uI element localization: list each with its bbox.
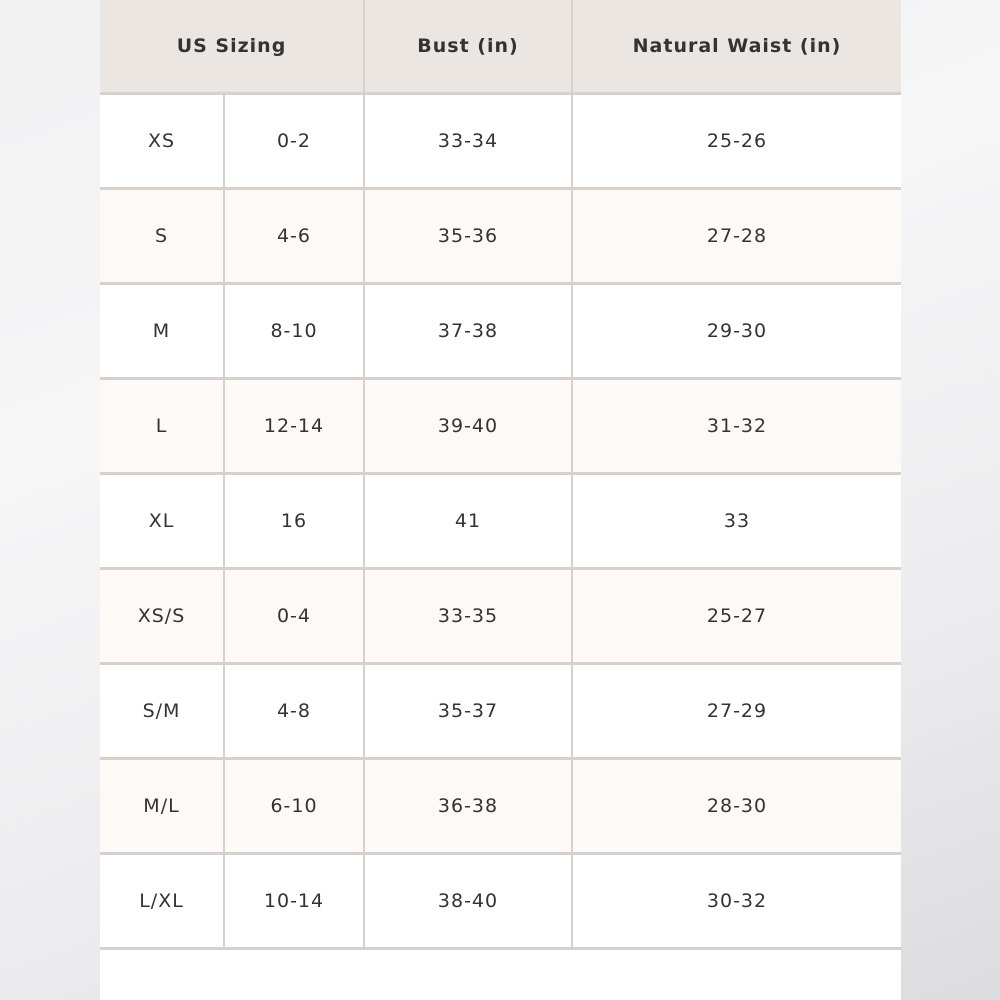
bust-cell: 35-36 (364, 189, 572, 284)
natural-waist-header: Natural Waist (in) (572, 0, 901, 94)
table-row (100, 284, 901, 379)
number-size-cell: 4-8 (224, 664, 364, 759)
us-sizing-header: US Sizing (100, 0, 364, 94)
number-size-cell: 12-14 (224, 379, 364, 474)
waist-cell: 29-30 (572, 284, 901, 379)
letter-size-cell: L (100, 379, 224, 474)
bust-header: Bust (in) (364, 0, 572, 94)
bust-cell: 38-40 (364, 854, 572, 949)
waist-cell: 28-30 (572, 759, 901, 854)
table-row (100, 379, 901, 474)
size-chart-table (100, 0, 901, 950)
letter-size-cell: XS (100, 94, 224, 189)
table-row (100, 94, 901, 189)
letter-size-cell: XS/S (100, 569, 224, 664)
bust-cell: 37-38 (364, 284, 572, 379)
letter-size-cell: M/L (100, 759, 224, 854)
bust-cell: 39-40 (364, 379, 572, 474)
number-size-cell: 8-10 (224, 284, 364, 379)
letter-size-cell: XL (100, 474, 224, 569)
waist-cell: 25-26 (572, 94, 901, 189)
letter-size-cell: M (100, 284, 224, 379)
bust-cell: 33-35 (364, 569, 572, 664)
waist-cell: 25-27 (572, 569, 901, 664)
number-size-cell: 0-4 (224, 569, 364, 664)
bust-cell: 41 (364, 474, 572, 569)
size-chart-sheet (100, 0, 901, 1000)
table-header (100, 0, 901, 94)
waist-cell: 30-32 (572, 854, 901, 949)
number-size-cell: 10-14 (224, 854, 364, 949)
table-row (100, 759, 901, 854)
bust-cell: 35-37 (364, 664, 572, 759)
number-size-cell: 4-6 (224, 189, 364, 284)
table-row (100, 664, 901, 759)
bust-cell: 36-38 (364, 759, 572, 854)
table-row (100, 854, 901, 949)
letter-size-cell: L/XL (100, 854, 224, 949)
bust-cell: 33-34 (364, 94, 572, 189)
table-row (100, 569, 901, 664)
table-body (100, 94, 901, 949)
number-size-cell: 0-2 (224, 94, 364, 189)
table-row (100, 189, 901, 284)
number-size-cell: 6-10 (224, 759, 364, 854)
waist-cell: 27-29 (572, 664, 901, 759)
letter-size-cell: S (100, 189, 224, 284)
letter-size-cell: S/M (100, 664, 224, 759)
waist-cell: 27-28 (572, 189, 901, 284)
number-size-cell: 16 (224, 474, 364, 569)
waist-cell: 33 (572, 474, 901, 569)
table-row (100, 474, 901, 569)
header-row (100, 0, 901, 94)
waist-cell: 31-32 (572, 379, 901, 474)
